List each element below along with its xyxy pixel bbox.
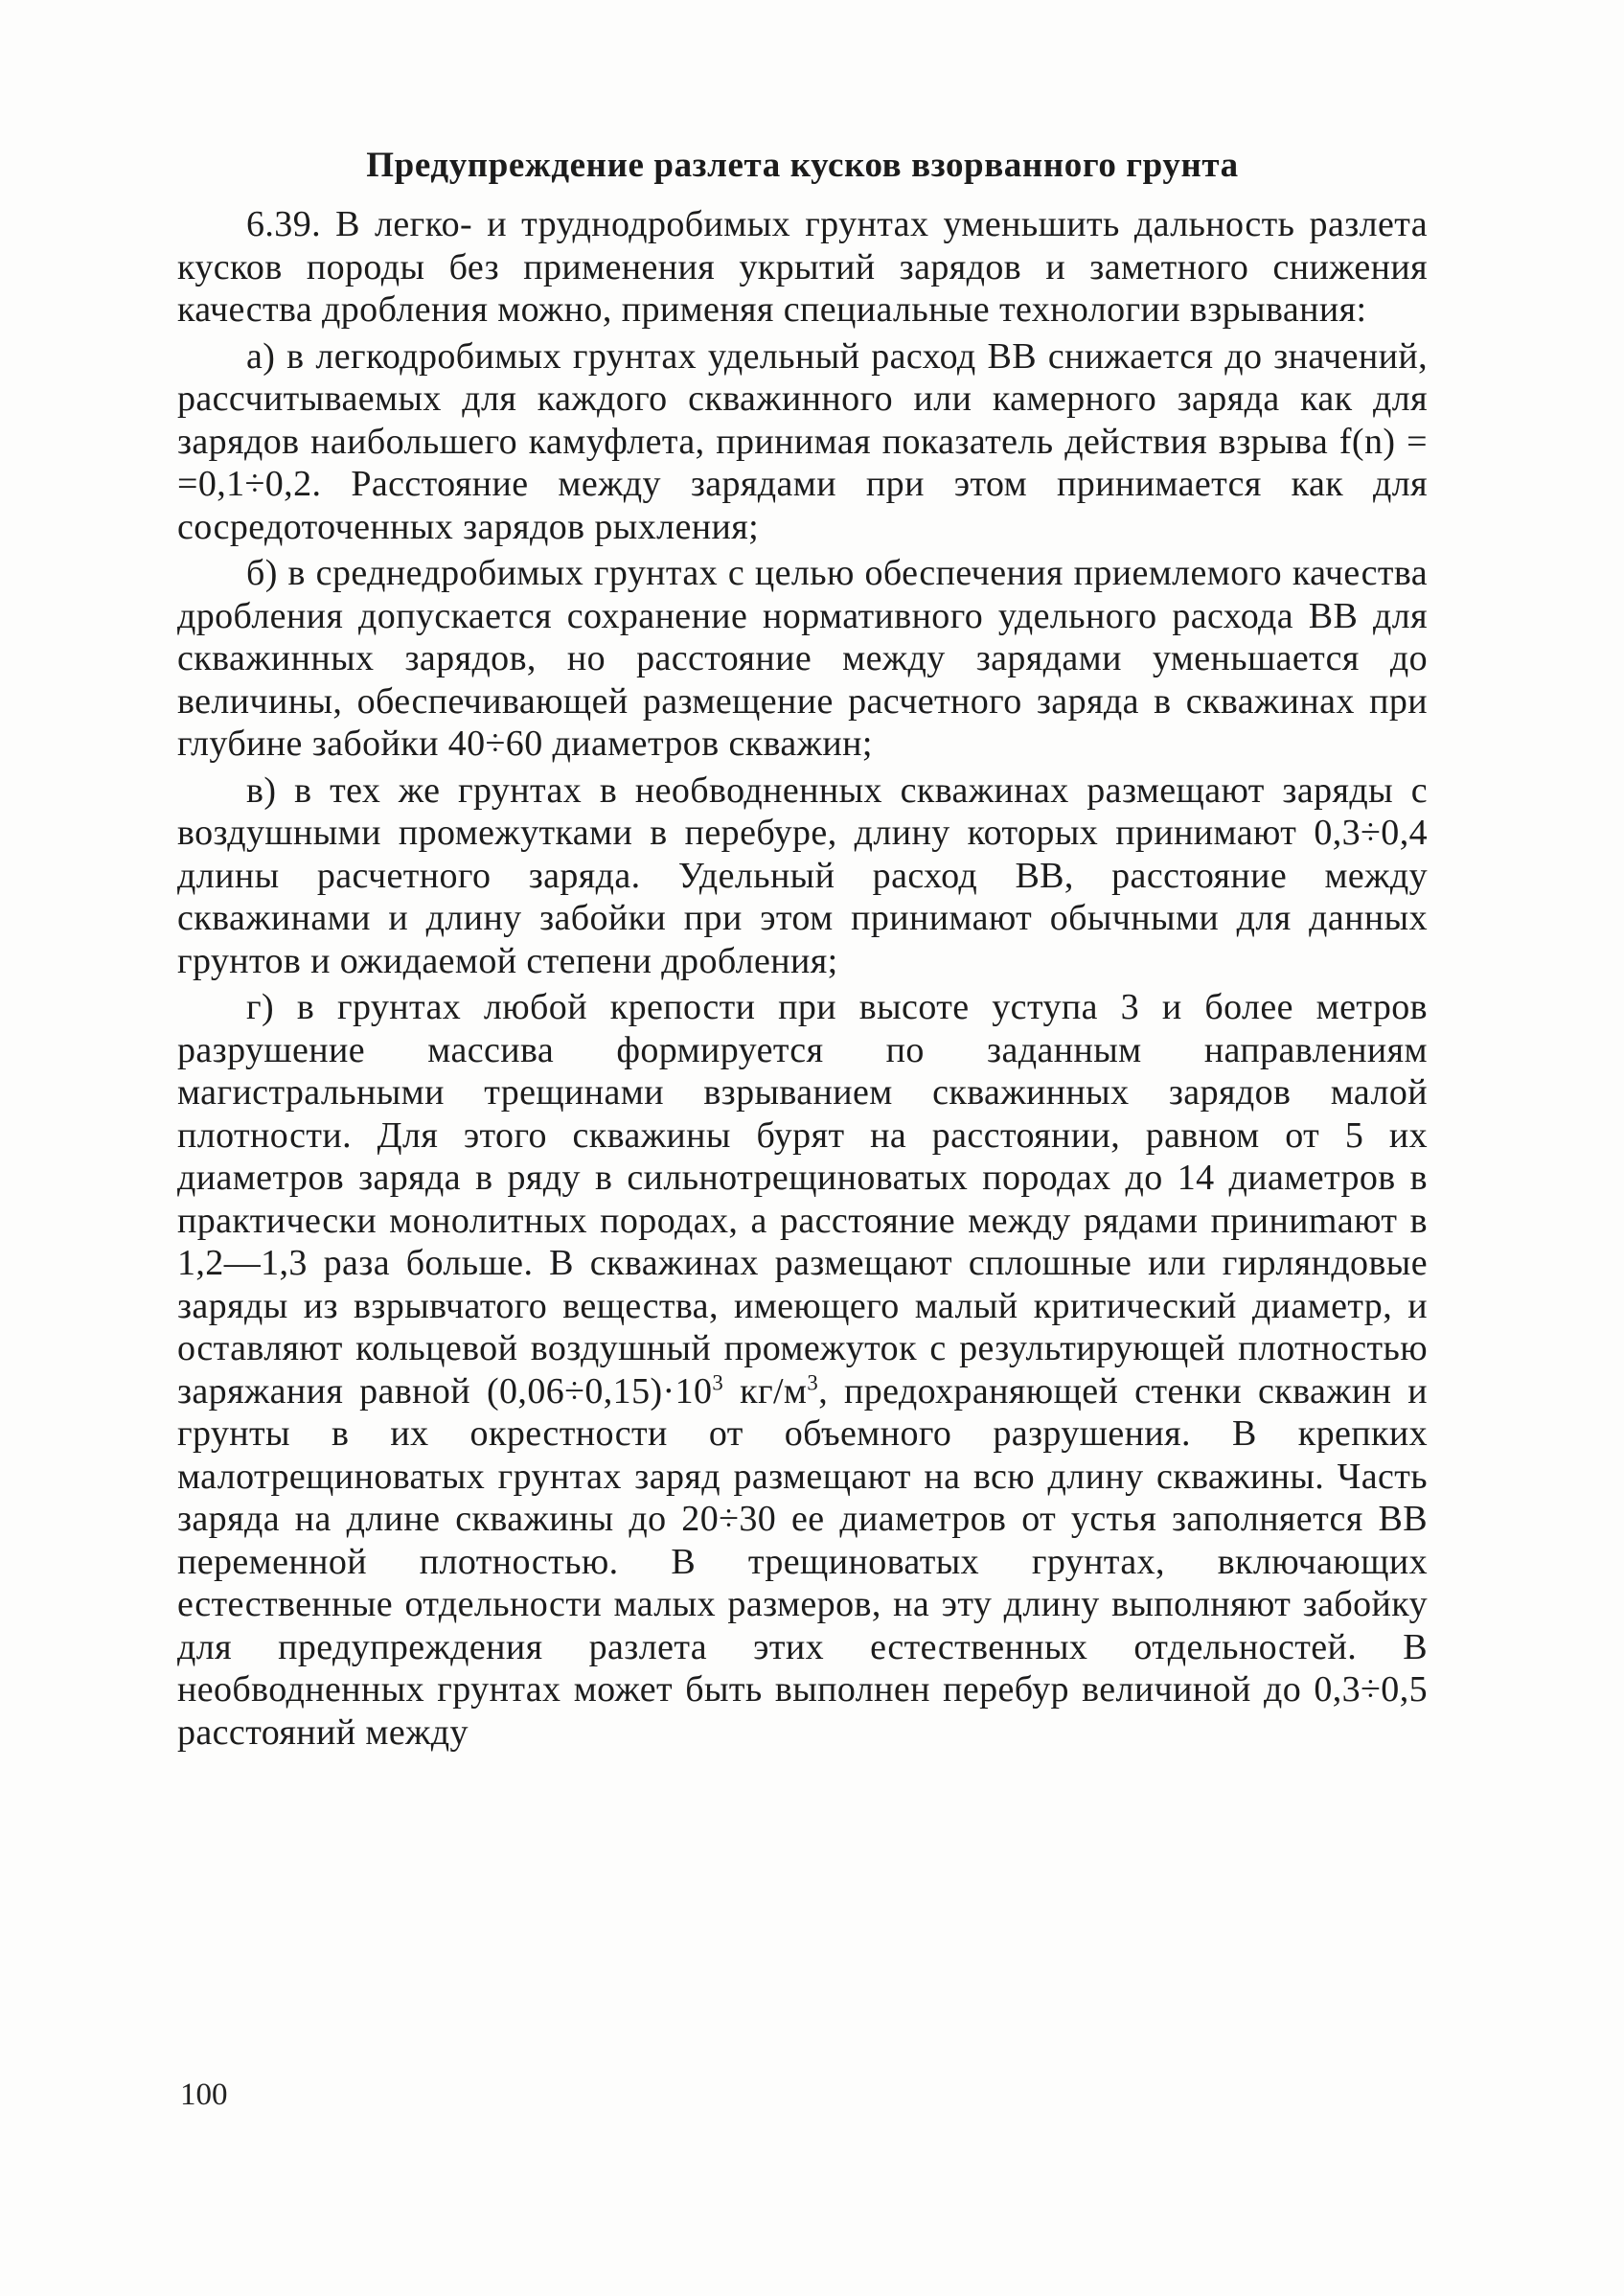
section-heading: Предупреждение разлета кусков взорванного грунта [366, 146, 1239, 185]
paragraph-b: б) в среднедробимых грунтах с целью обеспечения приемлемого качества дробления допускается сохранение нормативного удельного расхода ВВ для скважинных зарядов, но расстояние между зарядами уменьшается до величины, обеспечивающей размещение расчетного заряда в скважинах при глубине забойки 40÷60 диаметров скважин; [177, 553, 1428, 764]
page-number: 100 [180, 2078, 228, 2112]
paragraph-6-39: 6.39. В легко- и труднодробимых грунтах уменьшить дальность разлета кусков породы без применения укрытий зарядов и заметного снижения качества дробления можно, применяя специальные технологии взрывания: [177, 204, 1428, 330]
text-block [177, 144, 1428, 1757]
paragraph-a: а) в легкодробимых грунтах удельный расход ВВ снижается до значений, рассчитываемых для каждого скважинного или камерного заряда как для зарядов наибольшего камуфлета, принимая показатель действия взрыва f(n) = =0,1÷0,2. Расстояние между зарядами при этом принимается как для сосредоточенных зарядов рыхления; [177, 335, 1428, 547]
paragraph-v: в) в тех же грунтах в необводненных скважинах размещают заряды с воздушными промежутками в перебуре, длину которых принимают 0,3÷0,4 длины расчетного заряда. Удельный расход ВВ, расстояние между скважинами и длину забойки при этом принимают обычными для данных грунтов и ожидаемой степени дробления; [177, 769, 1428, 981]
superscript-power-1: 3 [712, 1369, 724, 1394]
paragraph-g-text-part2: , предохраняющей стенки скважин и грунты в их окрестности от объемного разрушения. В крепких малотрещиноватых грунтах заряд размещают на всю длину скважины. Часть заряда на длине скважины до 20÷30 ее диаметров от устья заполняется ВВ переменной плотностью. В трещиноватых грунтах, включающих естественные отдельности малых размеров, на эту длину выполняют забойку для предупреждения разлета этих естественных отдельностей. В необводненных грунтах может быть выполнен перебур величиной до 0,3÷0,5 расстояний между [177, 1370, 1429, 1753]
paragraph-g-text-part1: г) в грунтах любой крепости при высоте уступа 3 и более метров разрушение массива формируется по заданным направлениям магистральными трещинами взрыванием скважинных зарядов малой плотности. Для этого скважины бурят на расстоянии, равном от 5 их диаметров заряда в ряду в сильнотрещиноватых породах до 14 диаметров в практически монолитных породах, а расстояние между рядами приниmают в 1,2—1,3 раза больше. В скважинах размещают сплошные или гирляндовые заряды из взрывчатого вещества, имеющего малый критический диаметр, и оставляют кольцевой воздушный промежуток с результирующей плотностью заряжания равной (0,06÷0,15)·10 [177, 987, 1428, 1412]
superscript-power-2: 3 [807, 1369, 819, 1394]
paragraph-g [177, 986, 1428, 1754]
paragraph-g-unit: кг/м [723, 1370, 808, 1412]
